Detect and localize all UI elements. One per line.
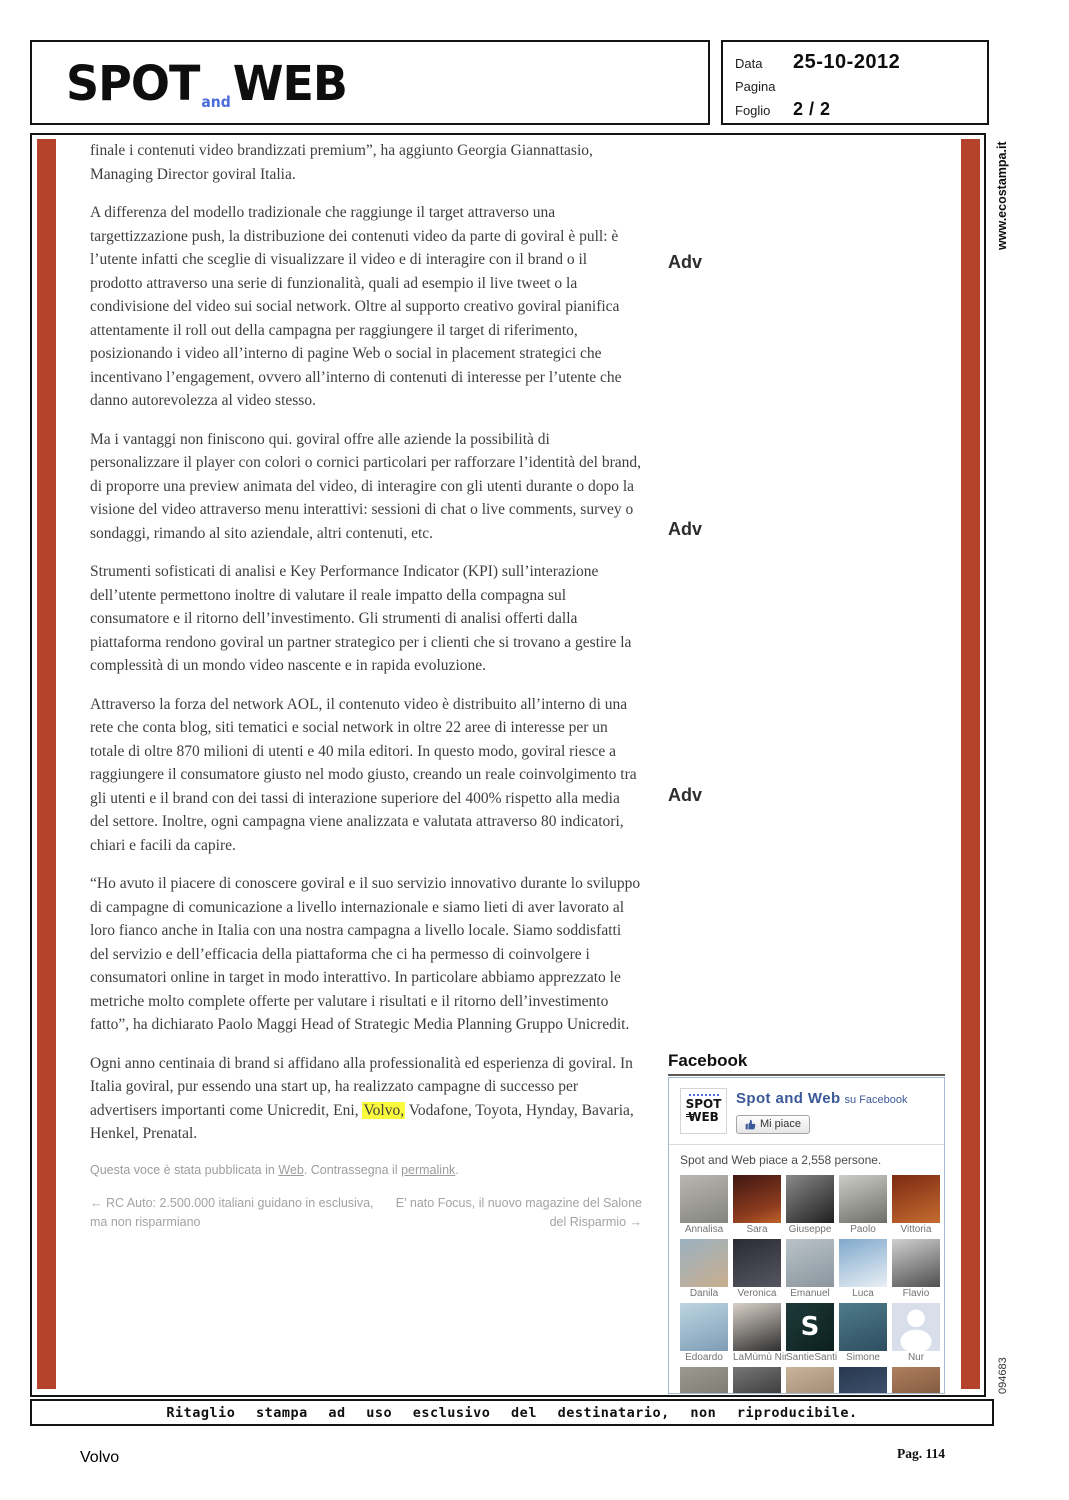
fan-name: Vittoria [900, 1223, 932, 1235]
fan-profile[interactable] [839, 1175, 887, 1237]
fans-row-cutoff [680, 1367, 933, 1395]
posted-suffix: . [455, 1162, 459, 1177]
posted-meta-line [90, 1161, 642, 1179]
fan-photo [733, 1239, 781, 1287]
closing-text-before: Ogni anno centinaia di brand si affidano alla professionalità ed esperienza di goviral. In Italia goviral, pur essendo una start up, ha realizzato campagne di successo per advertisers importanti come Unicredit, Eni, [90, 1054, 633, 1119]
meta-row-foglio [735, 99, 975, 120]
footer-disclaimer-text: Ritaglio stampa ad uso esclusivo del destinatario, non riproducibile. [166, 1404, 858, 1421]
likes-count-text: Spot and Web piace a 2,558 persone. [680, 1152, 882, 1167]
highlight-volvo: Volvo, [363, 1101, 405, 1119]
fan-profile[interactable] [733, 1175, 781, 1237]
fan-photo [733, 1303, 781, 1351]
pagina-label: Pagina [735, 79, 776, 94]
fans-grid [680, 1175, 933, 1395]
fan-name: Annalisa [684, 1223, 724, 1235]
fan-name: Paolo [850, 1223, 876, 1235]
page-reference: Pag. 114 [897, 1446, 946, 1461]
fan-profile[interactable] [680, 1239, 728, 1301]
fan-name: Nur [907, 1351, 925, 1363]
fan-profile[interactable] [733, 1239, 781, 1301]
next-post-link[interactable]: E’ nato Focus, il nuovo magazine del Salone del Risparmio → [395, 1195, 642, 1229]
red-margin-bar-right [961, 139, 980, 1389]
facebook-title-block [736, 1088, 908, 1135]
avatar-web-text: WEB [681, 1111, 726, 1124]
fan-profile[interactable] [892, 1175, 940, 1237]
fan-profile[interactable] [839, 1303, 887, 1365]
article-paragraph: finale i contenuti video brandizzati premium”, ha aggiunto Georgia Giannattasio, Managing Director goviral Italia. [90, 142, 593, 183]
fan-profile[interactable] [786, 1303, 838, 1365]
post-navigation [90, 1194, 642, 1232]
fan-photo [733, 1175, 781, 1223]
fan-photo [680, 1175, 728, 1223]
foglio-label: Foglio [735, 103, 771, 118]
data-label: Data [735, 56, 763, 71]
fan-profile[interactable] [839, 1239, 887, 1301]
thumbs-up-icon [745, 1119, 756, 1130]
red-margin-bar-left [37, 139, 56, 1389]
fan-name: Simone [846, 1351, 880, 1363]
facebook-page-link[interactable]: Spot and Web [736, 1090, 841, 1107]
fan-photo [733, 1367, 781, 1395]
clipping-code-vertical: 094683 [997, 1357, 1009, 1394]
fan-photo [892, 1239, 940, 1287]
fan-photo [839, 1239, 887, 1287]
spotandweb-page-avatar[interactable] [680, 1088, 727, 1134]
fan-photo [892, 1303, 940, 1351]
su-facebook-label: su Facebook [844, 1094, 908, 1106]
fan-profile[interactable] [786, 1367, 834, 1395]
posted-middle: . Contrassegna il [303, 1162, 402, 1177]
fan-photo [786, 1239, 834, 1287]
spotandweb-logo [66, 54, 347, 111]
publication-logo-box [30, 40, 710, 125]
adv-slot-label-2: Adv [668, 519, 703, 539]
footer-disclaimer-box [30, 1399, 994, 1426]
fan-photo [680, 1367, 728, 1395]
fan-photo [892, 1175, 940, 1223]
fan-name: Emanuel [790, 1287, 830, 1299]
fan-profile[interactable] [892, 1303, 940, 1365]
fan-name: SantieSanti [786, 1351, 838, 1363]
fan-photo [680, 1303, 728, 1351]
fans-row [680, 1239, 933, 1301]
posted-prefix: Questa voce è stata pubblicata in [90, 1162, 279, 1177]
fan-profile[interactable] [680, 1367, 728, 1395]
fan-name: Flavio [902, 1287, 930, 1299]
permalink-link[interactable]: permalink [401, 1162, 456, 1177]
fan-name: Sara [746, 1223, 768, 1235]
fan-profile[interactable] [839, 1367, 887, 1395]
fan-profile[interactable] [733, 1367, 781, 1395]
logo-web-text: WEB [232, 54, 347, 111]
data-value: 25-10-2012 [793, 51, 901, 73]
fans-row [680, 1175, 933, 1237]
fan-profile[interactable] [680, 1175, 728, 1237]
fan-profile[interactable] [786, 1175, 834, 1237]
category-link[interactable]: Web [278, 1162, 304, 1177]
logo-and-text: and [201, 94, 231, 111]
article-paragraph: Ma i vantaggi non finiscono qui. goviral offre alle aziende la possibilità di personalizzare il player con colori o cornici particolari per rafforzare l’identità del brand, di proporre una preview animata del video, di interagire con gli utenti durante o dopo la visione del video attraverso menu interattivi: sessioni di chat o live comments, survey o sondaggi, rimando al sito aziendale, altri contenuti, etc. [90, 430, 641, 542]
adv-slot-label-1: Adv [668, 252, 703, 272]
closing-text-after: Vodafone, Toyota, Hynday, Bavaria, Henkel, Prenatal. [90, 1101, 634, 1142]
adv-slot-label-3: Adv [668, 785, 703, 805]
fan-name: Danila [689, 1287, 719, 1299]
avatar-blue-line [689, 1094, 719, 1096]
facebook-likebox-widget [668, 1077, 945, 1394]
fan-photo [892, 1367, 940, 1395]
brand-label: Volvo [80, 1449, 120, 1466]
fan-profile[interactable] [892, 1239, 940, 1301]
fan-profile[interactable] [733, 1303, 788, 1365]
article-paragraph: A differenza del modello tradizionale che raggiunge il target attraverso una targettizzazione push, la distribuzione dei contenuti video da parte di goviral è pull: è l’utente infatti che sceglie di visualizzare il video e di interagire con il brand o il prodotto attraverso una serie di funzionalità, quali ad esempio il live tweet o la condivisione del video sui social network. Oltre al supporto creativo goviral pianifica attentamente il roll out della campagna per raggiungere il target di riferimento, posizionando i video all’interno di pagine Web o social in placement strategici che incentivano l’engagement, ovvero all’interno di contenuti di interesse per l’utente che danno autorevolezza al video stesso. [90, 204, 622, 409]
fan-name: Luca [852, 1287, 874, 1299]
facebook-section-heading: Facebook [668, 1051, 945, 1076]
like-button-label: Mi piace [760, 1118, 801, 1130]
article-paragraph: Strumenti sofisticati di analisi e Key Performance Indicator (KPI) sull’interazione dell’utente permettono inoltre di valutare il reale impatto della compagna sul consumatore e il ritorno dell’investimento. Gli strumenti di analisi offerti dalla piattaforma rendono goviral un partner strategico per i clienti che si trovano a gestire la complessità di un mondo video nascente e in rapida evoluzione. [90, 563, 632, 674]
facebook-widget-header [680, 1088, 933, 1135]
meta-row-data [735, 51, 975, 74]
fan-photo [839, 1303, 887, 1351]
fan-name: Giuseppe [788, 1223, 832, 1235]
widget-divider [669, 1144, 944, 1145]
article-paragraph: “Ho avuto il piacere di conoscere goviral e il suo servizio innovativo durante lo sviluppo di campagne di comunicazione a livello internazionale e siamo lieti di aver lavorato al loro fianco anche in Italia con una nostra campagna a livello locale. Siamo soddisfatti del servizio e dell’efficacia della piattaforma che ci ha permesso di coinvolgere i consumatori online in target in modo interattivo. In particolare abbiamo apprezzato le metriche molto complete offerte per valutare i risultati e il ritorno dell’investimento fatto”, ha dichiarato Paolo Maggi Head of Strategic Media Planning Gruppo Unicredit. [90, 875, 641, 1033]
logo-spot-text: SPOT [66, 54, 200, 111]
fan-profile[interactable] [680, 1303, 728, 1365]
fan-photo [786, 1175, 834, 1223]
fan-name: Edoardo [685, 1351, 723, 1363]
article-closing-paragraph [90, 1052, 642, 1146]
mi-piace-button[interactable] [736, 1115, 810, 1134]
fan-photo [839, 1175, 887, 1223]
avatar-spot-text: SPOT [685, 1097, 722, 1111]
fan-name: LaMùmù Nir [733, 1351, 788, 1363]
previous-post-link[interactable]: ← RC Auto: 2.500.000 italiani guidano in esclusiva, ma non risparmiano [90, 1195, 374, 1229]
meta-row-pagina [735, 79, 975, 94]
fan-photo [786, 1367, 834, 1395]
fan-profile[interactable] [786, 1239, 834, 1301]
fans-row [680, 1303, 933, 1365]
fan-photo [839, 1367, 887, 1395]
article-paragraph: Attraverso la forza del network AOL, il contenuto video è distribuito all’interno di una rete che conta blog, siti tematici e social network in oltre 22 aree di interesse per un totale di oltre 870 milioni di utenti e 40 mila editori. In questo modo, goviral riesce a raggiungere il consumatore giusto nel modo giusto, creando un reale coinvolgimento tra gli utenti e il brand con dei tassi di interazione superiore del 400% rispetto alla media del settore. Inoltre, ogni campagna viene analizzata e valutata attraverso 80 indicatori, chiari e facili da capire. [90, 695, 637, 854]
fan-profile[interactable] [892, 1367, 940, 1395]
fan-name: Veronica [737, 1287, 777, 1299]
foglio-value: 2 / 2 [793, 99, 831, 119]
fan-photo [786, 1303, 834, 1351]
ecostampa-url-vertical: www.ecostampa.it [995, 141, 1009, 250]
clipping-meta-box [721, 40, 989, 125]
article-body [90, 139, 642, 1232]
fan-photo [680, 1239, 728, 1287]
